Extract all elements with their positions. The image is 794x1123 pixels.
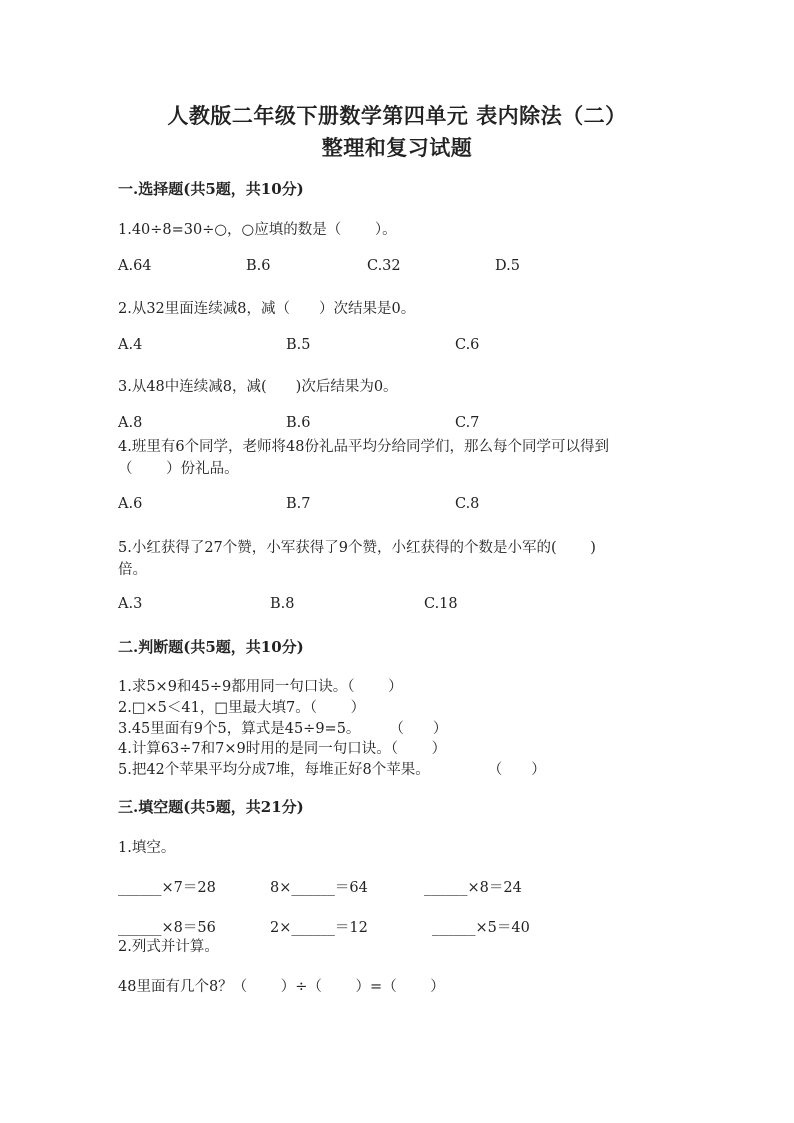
section-heading-fill-in: 三.填空题(共5题，共21分) xyxy=(118,798,304,816)
option-c: C.7 xyxy=(455,415,480,431)
section-heading-choice: 一.选择题(共5题，共10分) xyxy=(118,180,304,198)
fill-blank-equation: 8×______＝64 xyxy=(270,880,368,896)
option-d: D.5 xyxy=(495,258,520,274)
option-b: B.6 xyxy=(246,258,271,274)
option-c: C.32 xyxy=(367,258,401,274)
question-text: 5.小红获得了27个赞，小军获得了9个赞，小红获得的个数是小军的( ) xyxy=(118,540,596,556)
section-heading-true-false: 二.判断题(共5题，共10分) xyxy=(118,638,304,656)
question-text: 4.班里有6个同学，老师将48份礼品平均分给同学们，那么每个同学可以得到 xyxy=(118,439,610,455)
judgement-item: 4.计算63÷7和7×9时用的是同一句口诀。（ ） xyxy=(118,741,447,757)
option-a: A.8 xyxy=(118,415,143,431)
judgement-item: 1.求5×9和45÷9都用同一句口诀。（ ） xyxy=(118,679,403,695)
question-text: 1.填空。 xyxy=(118,840,176,856)
fill-blank-equation: ______×8＝56 xyxy=(118,920,216,936)
option-a: A.3 xyxy=(118,596,143,612)
question-text: 2.列式并计算。 xyxy=(118,939,219,955)
option-b: B.7 xyxy=(286,496,311,512)
question-text-continued: （ ）份礼品。 xyxy=(118,461,239,477)
question-text-continued: 倍。 xyxy=(118,562,147,578)
judgement-item: 3.45里面有9个5，算式是45÷9=5。 （ ） xyxy=(118,721,448,737)
question-text: 48里面有几个8？（ ）÷（ ）=（ ） xyxy=(118,979,445,995)
question-text: 3.从48中连续减8，减( )次后结果为0。 xyxy=(118,379,398,395)
option-a: A.4 xyxy=(118,337,143,353)
judgement-item: 2.□×5＜41，□里最大填7。（ ） xyxy=(118,700,366,716)
option-b: B.8 xyxy=(270,596,295,612)
option-c: C.8 xyxy=(455,496,480,512)
question-text: 2.从32里面连续减8，减（ ）次结果是0。 xyxy=(118,301,416,317)
option-b: B.6 xyxy=(286,415,311,431)
judgement-item: 5.把42个苹果平均分成7堆，每堆正好8个苹果。 （ ） xyxy=(118,762,546,778)
document-title-line2: 整理和复习试题 xyxy=(321,135,473,160)
fill-blank-equation: ______×5＝40 xyxy=(432,920,530,936)
fill-blank-equation: 2×______＝12 xyxy=(270,920,368,936)
option-c: C.6 xyxy=(455,337,480,353)
document-title-line1: 人教版二年级下册数学第四单元 表内除法（二） xyxy=(167,103,627,128)
option-b: B.5 xyxy=(286,337,311,353)
option-a: A.64 xyxy=(118,258,152,274)
fill-blank-equation: ______×8＝24 xyxy=(424,880,522,896)
option-a: A.6 xyxy=(118,496,143,512)
option-c: C.18 xyxy=(424,596,458,612)
question-text: 1.40÷8=30÷○，○应填的数是（ ）。 xyxy=(118,222,397,238)
fill-blank-equation: ______×7＝28 xyxy=(118,880,216,896)
